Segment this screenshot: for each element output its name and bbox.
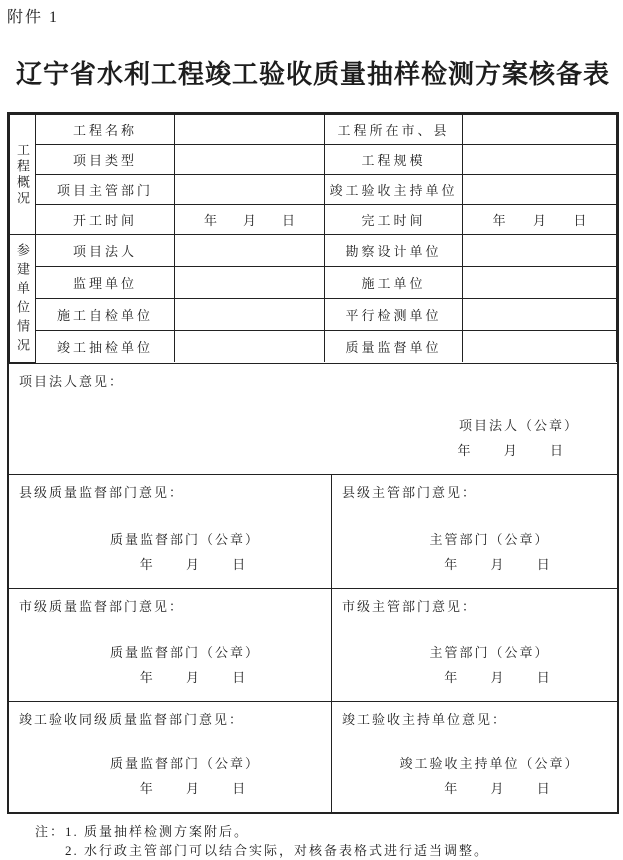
field-value-competent-department — [175, 175, 325, 205]
month-label: 月 — [490, 669, 504, 685]
day-label: 日 — [232, 780, 246, 796]
signature-line: 质量监督部门（公章） — [109, 644, 260, 660]
month-label: 月 — [185, 669, 199, 685]
year-label: 年 — [492, 213, 506, 228]
field-value-start-date — [175, 205, 325, 235]
field-value-project-scale — [463, 145, 617, 175]
field-label-project-name: 工程名称 — [36, 115, 175, 145]
field-label-sampling-unit: 竣工抽检单位 — [36, 331, 175, 363]
field-label-survey-design-unit: 勘察设计单位 — [325, 235, 463, 267]
opinion-row-acceptance — [9, 701, 617, 812]
signature-block — [19, 413, 609, 463]
day-label: 日 — [536, 780, 550, 796]
opinion-row-county — [9, 474, 617, 588]
footnote-item-2: 2. 水行政主管部门可以结合实际，对核备表格式进行适当调整。 — [65, 842, 490, 858]
field-value-project-name — [175, 115, 325, 145]
signature-block — [33, 751, 337, 801]
signature-date-line — [19, 438, 609, 463]
opinion-title: 县级质量监督部门意见： — [19, 484, 185, 500]
month-label: 月 — [503, 442, 517, 458]
day-label: 日 — [232, 556, 246, 572]
field-value-parallel-testing-unit — [463, 299, 617, 331]
field-label-project-type: 项目类型 — [36, 145, 175, 175]
start-date-placeholder — [175, 210, 324, 229]
field-value-finish-date — [463, 205, 617, 235]
field-label-self-inspection-unit: 施工自检单位 — [36, 299, 175, 331]
field-value-self-inspection-unit — [175, 299, 325, 331]
field-value-construction-unit — [463, 267, 617, 299]
field-label-finish-date: 完工时间 — [325, 205, 463, 235]
opinion-row-city — [9, 588, 617, 701]
opinion-title: 竣工验收同级质量监督部门意见： — [19, 711, 245, 727]
signature-block — [356, 751, 623, 801]
signature-block — [33, 640, 337, 690]
finish-date-placeholder — [463, 210, 616, 229]
form-title: 辽宁省水利工程竣工验收质量抽样检测方案核备表 — [15, 60, 610, 89]
year-label: 年 — [139, 780, 153, 796]
day-label: 日 — [232, 669, 246, 685]
field-label-construction-unit: 施工单位 — [325, 267, 463, 299]
field-value-acceptance-host-unit — [463, 175, 617, 205]
opinion-title: 竣工验收主持单位意见： — [342, 711, 508, 727]
field-value-survey-design-unit — [463, 235, 617, 267]
opinion-cell-city-authority — [332, 589, 617, 701]
opinion-cell-legal-person — [9, 364, 617, 474]
year-label: 年 — [139, 556, 153, 572]
signature-date-line — [33, 552, 337, 577]
year-label: 年 — [203, 213, 217, 228]
month-label: 月 — [490, 780, 504, 796]
signature-line: 项目法人（公章） — [458, 417, 579, 433]
month-label: 月 — [490, 556, 504, 572]
day-label: 日 — [536, 556, 550, 572]
signature-line: 主管部门（公章） — [429, 531, 550, 547]
opinion-cell-acceptance-supervision — [9, 702, 332, 812]
signature-date-line — [356, 776, 623, 801]
opinion-title: 县级主管部门意见： — [342, 484, 478, 500]
field-label-quality-supervision-unit: 质量监督单位 — [325, 331, 463, 363]
signature-block — [33, 527, 337, 577]
field-value-project-type — [175, 145, 325, 175]
attachment-label: 附件 1 — [7, 9, 60, 26]
opinion-cell-county-authority — [332, 475, 617, 588]
day-label: 日 — [549, 442, 563, 458]
signature-date-line — [356, 552, 623, 577]
field-value-project-location — [463, 115, 617, 145]
day-label: 日 — [536, 669, 550, 685]
day-label: 日 — [281, 213, 295, 228]
record-form-table — [7, 112, 619, 814]
footnote-items — [65, 822, 489, 860]
year-label: 年 — [457, 442, 471, 458]
year-label: 年 — [444, 780, 458, 796]
footnotes — [35, 822, 619, 860]
signature-block — [356, 527, 623, 577]
section-label-project-overview: 工程概况 — [10, 115, 36, 235]
signature-line: 主管部门（公章） — [429, 644, 550, 660]
opinion-title: 市级主管部门意见： — [342, 598, 478, 614]
signature-block — [356, 640, 623, 690]
opinion-cell-county-supervision — [9, 475, 332, 588]
field-label-competent-department: 项目主管部门 — [36, 175, 175, 205]
field-value-supervision-unit — [175, 267, 325, 299]
opinion-cell-acceptance-host — [332, 702, 617, 812]
field-label-acceptance-host-unit: 竣工验收主持单位 — [325, 175, 463, 205]
year-label: 年 — [139, 669, 153, 685]
year-label: 年 — [444, 669, 458, 685]
month-label: 月 — [532, 213, 546, 228]
opinion-title: 项目法人意见： — [19, 373, 125, 389]
footnote-prefix: 注： — [35, 823, 66, 839]
month-label: 月 — [242, 213, 256, 228]
opinion-title: 市级质量监督部门意见： — [19, 598, 185, 614]
field-label-supervision-unit: 监理单位 — [36, 267, 175, 299]
field-value-sampling-unit — [175, 331, 325, 363]
year-label: 年 — [444, 556, 458, 572]
field-label-parallel-testing-unit: 平行检测单位 — [325, 299, 463, 331]
field-label-project-location: 工程所在市、县 — [325, 115, 463, 145]
signature-date-line — [356, 665, 623, 690]
signature-line: 竣工验收主持单位（公章） — [399, 755, 580, 771]
signature-line: 质量监督部门（公章） — [109, 755, 260, 771]
opinion-cell-city-supervision — [9, 589, 332, 701]
field-label-start-date: 开工时间 — [36, 205, 175, 235]
info-grid — [9, 114, 617, 363]
signature-date-line — [33, 665, 337, 690]
day-label: 日 — [573, 213, 587, 228]
field-value-legal-person — [175, 235, 325, 267]
field-label-legal-person: 项目法人 — [36, 235, 175, 267]
field-value-quality-supervision-unit — [463, 331, 617, 363]
month-label: 月 — [185, 780, 199, 796]
opinion-row-legal-person — [9, 363, 617, 474]
section-label-participating-units: 参建单位情况 — [10, 235, 36, 363]
month-label: 月 — [185, 556, 199, 572]
footnote-item-1: 1. 质量抽样检测方案附后。 — [65, 823, 250, 839]
signature-line: 质量监督部门（公章） — [109, 531, 260, 547]
signature-date-line — [33, 776, 337, 801]
field-label-project-scale: 工程规模 — [325, 145, 463, 175]
